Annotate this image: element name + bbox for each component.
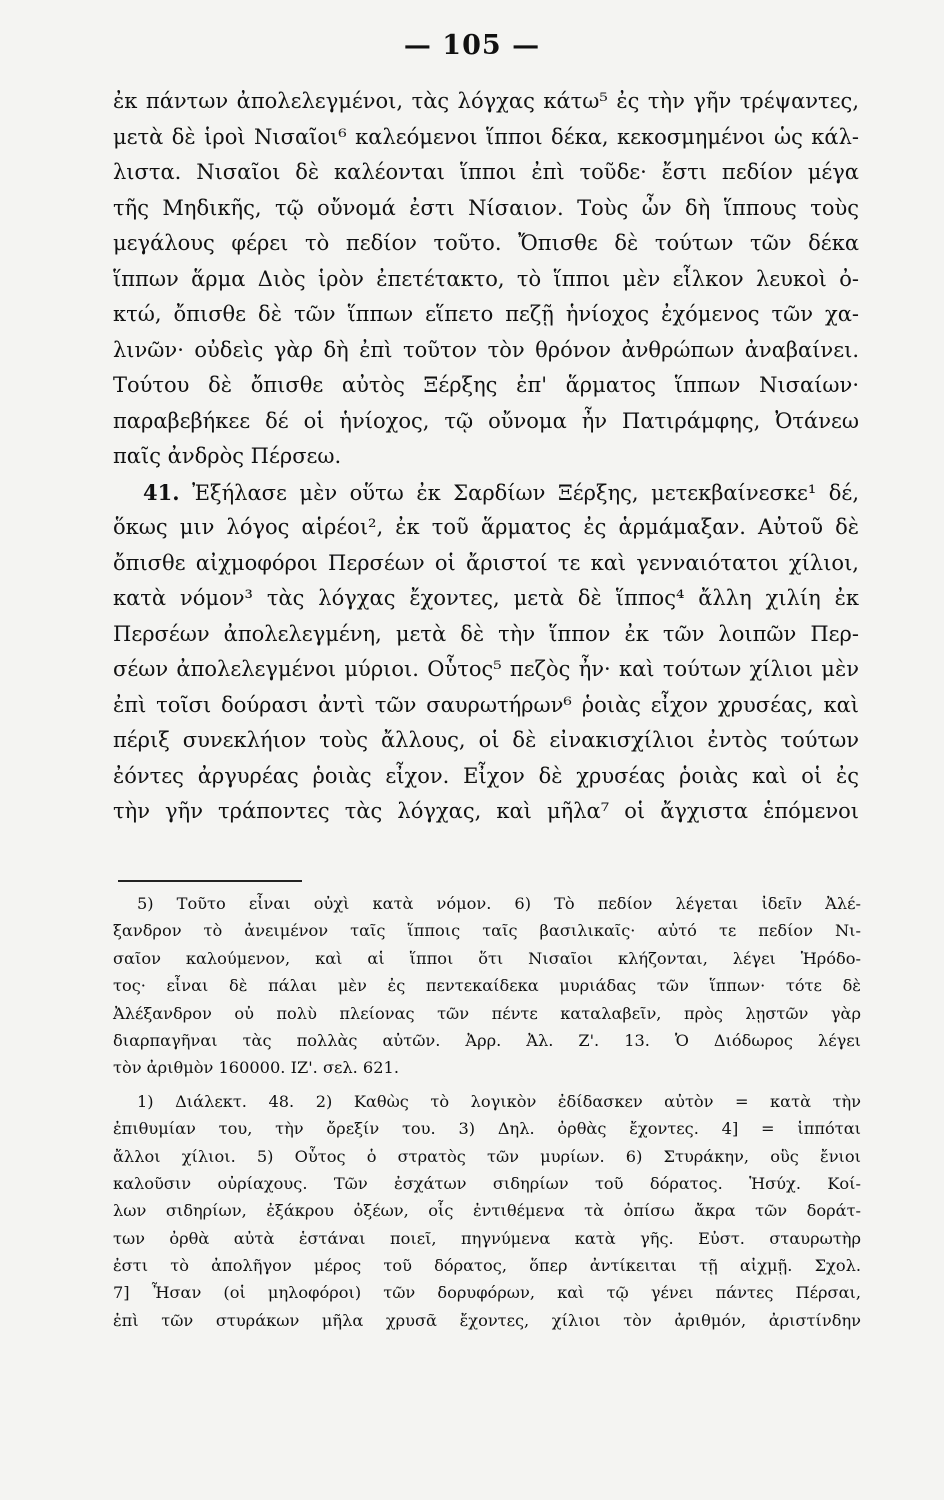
- text-line: ὄπισθε αἰχμοφόροι Περσέων οἱ ἄριστοί τε καὶ γενναιότατοι χίλιοι,: [113, 550, 859, 575]
- text-line: κτώ, ὄπισθε δὲ τῶν ἵππων εἵπετο πεζῇ ἡνίοχος ἐχόμενος τῶν χα-: [113, 302, 859, 326]
- text-line: μετὰ δὲ ἱροὶ Νισαῖοι⁶ καλεόμενοι ἵπποι δέκα, κεκοσμημένοι ὡς κάλ-: [113, 124, 859, 149]
- footnote-line: διαρπαγῆναι τὰς πολλὰς αὐτῶν. Ἀρρ. Ἀλ. Ζ'. 13. Ὁ Διόδωρος λέγει: [113, 1030, 861, 1050]
- footnote-divider: [118, 880, 302, 882]
- footnote-line: λων σιδηρίων, ἐξάκρου ὀξέων, οἷς ἐντιθέμενα τὰ ὀπίσω ἄκρα τῶν δοράτ-: [113, 1201, 861, 1221]
- text-line: ἐκ πάντων ἀπολελεγμένοι, τὰς λόγχας κάτω⁵ ἐς τὴν γῆν τρέψαντες,: [113, 89, 859, 113]
- text-line: λιστα. Νισαῖοι δὲ καλέονται ἵπποι ἐπὶ τοῦδε· ἔστι πεδίον μέγα: [113, 160, 859, 184]
- footnote-line: ἐπὶ τῶν στυράκων μῆλα χρυσᾶ ἔχοντες, χίλιοι τὸν ἀριθμόν, ἀριστίνδην: [113, 1310, 861, 1330]
- text-line: τὴν γῆν τράποντες τὰς λόγχας, καὶ μῆλα⁷ οἱ ἄγχιστα ἑπόμενοι: [113, 799, 859, 823]
- footnote-line: Ἀλέξανδρον οὐ πολὺ πλείονας τῶν πέντε καταλαβεῖν, πρὸς λῃστῶν γὰρ: [113, 1003, 861, 1023]
- page-number: — 105 —: [403, 30, 541, 61]
- text-line: ἐόντες ἀργυρέας ῥοιὰς εἶχον. Εἶχον δὲ χρυσέας ῥοιὰς καὶ οἱ ἐς: [113, 763, 859, 788]
- text-line: Περσέων ἀπολελεγμένη, μετὰ δὲ τὴν ἵππον ἐκ τῶν λοιπῶν Περ-: [113, 621, 859, 646]
- footnote-line: 7] Ἦσαν (οἱ μηλοφόροι) τῶν δορυφόρων, καὶ τῷ γένει πάντες Πέρσαι,: [113, 1283, 861, 1303]
- text-line: μεγάλους φέρει τὸ πεδίον τοῦτο. Ὄπισθε δὲ τούτων τῶν δέκα: [113, 231, 859, 255]
- text-line: ἐπὶ τοῖσι δούρασι ἀντὶ τῶν σαυρωτήρων⁶ ῥοιὰς εἶχον χρυσέας, καὶ: [113, 692, 859, 717]
- footnote-line: ἐπιθυμίαν του, τὴν ὄρεξίν του. 3) Δηλ. ὀρθὰς ἔχοντες. 4] = ἱππόται: [113, 1119, 861, 1139]
- footnote-line: ἐστι τὸ ἀπολῆγον μέρος τοῦ δόρατος, ὅπερ ἀντίκειται τῇ αἰχμῇ. Σχολ.: [113, 1256, 861, 1276]
- footnote-line: 1) Διάλεκτ. 48. 2) Καθὼς τὸ λογικὸν ἐδίδασκεν αὐτὸν = κατὰ τὴν: [137, 1091, 861, 1111]
- text-line: παῖς ἀνδρὸς Πέρσεω.: [113, 444, 342, 468]
- footnotes: [113, 890, 861, 1334]
- text-line: ἵππων ἅρμα Διὸς ἱρὸν ἐπετέτακτο, τὸ ἵπποι μὲν εἷλκον λευκοὶ ὀ-: [113, 266, 859, 291]
- text-line: τῆς Μηδικῆς, τῷ οὔνομά ἐστι Νίσαιον. Τοὺς ὦν δὴ ἵππους τοὺς: [113, 195, 859, 220]
- footnote-line: ξανδρον τὸ ἀνειμένον ταῖς ἵπποις ταῖς βασιλικαῖς· αὐτό τε πεδίον Νι-: [113, 921, 861, 941]
- main-text: [113, 84, 859, 830]
- text-line: πέριξ συνεκλήιον τοὺς ἄλλους, οἱ δὲ εἰνακισχίλιοι ἐντὸς τούτων: [113, 728, 859, 752]
- footnote-line: ἄλλοι χίλιοι. 5) Οὗτος ὁ στρατὸς τῶν μυρίων. 6) Στυράκην, οὓς ἔνιοι: [113, 1146, 861, 1166]
- text-line: κατὰ νόμον³ τὰς λόγχας ἔχοντες, μετὰ δὲ ἵππος⁴ ἄλλη χιλίη ἐκ: [113, 586, 859, 610]
- footnote-line: καλοῦσιν οὐρίαχους. Τῶν ἐσχάτων σιδηρίων τοῦ δόρατος. Ἡσύχ. Κοί-: [113, 1173, 861, 1193]
- section-number: 41.: [143, 479, 180, 505]
- footnote-line: 5) Τοῦτο εἶναι οὐχὶ κατὰ νόμον. 6) Τὸ πεδίον λέγεται ἰδεῖν Ἀλέ-: [137, 894, 861, 913]
- text-line: ὅκως μιν λόγος αἱρέοι², ἐκ τοῦ ἅρματος ἐς ἁρμάμαξαν. Αὐτοῦ δὲ: [113, 515, 859, 539]
- section-first-line-text: Ἐξήλασε μὲν οὕτω ἐκ Σαρδίων Ξέρξης, μετεκβαίνεσκε¹ δέ,: [192, 480, 859, 505]
- footnote-line: τὸν ἀριθμὸν 160000. ΙΖ'. σελ. 621.: [113, 1058, 399, 1078]
- section-first-line: [113, 475, 859, 511]
- text-line: λινῶν· οὐδεὶς γὰρ δὴ ἐπὶ τοῦτον τὸν θρόνον ἀνθρώπων ἀναβαίνει.: [113, 337, 859, 362]
- text-line: Τούτου δὲ ὄπισθε αὐτὸς Ξέρξης ἐπ' ἅρματος ἵππων Νισαίων·: [113, 373, 859, 397]
- footnote-line: των ὀρθὰ αὐτὰ ἑστάναι ποιεῖ, πηγνύμενα κατὰ γῆς. Εὐστ. σταυρωτὴρ: [113, 1228, 861, 1248]
- text-line: παραβεβήκεε δέ οἱ ἡνίοχος, τῷ οὔνομα ἦν Πατιράμφης, Ὀτάνεω: [113, 408, 859, 433]
- footnote-line: σαῖον καλούμενον, καὶ αἱ ἵπποι ὅτι Νισαῖοι κλήζονται, λέγει Ἡρόδο-: [113, 948, 861, 968]
- text-line: σέων ἀπολελεγμένοι μύριοι. Οὗτος⁵ πεζὸς ἦν· καὶ τούτων χίλιοι μὲν: [113, 657, 859, 681]
- footnote-line: τος· εἶναι δὲ πάλαι μὲν ἐς πεντεκαίδεκα μυριάδας τῶν ἵππων· τότε δὲ: [113, 976, 861, 996]
